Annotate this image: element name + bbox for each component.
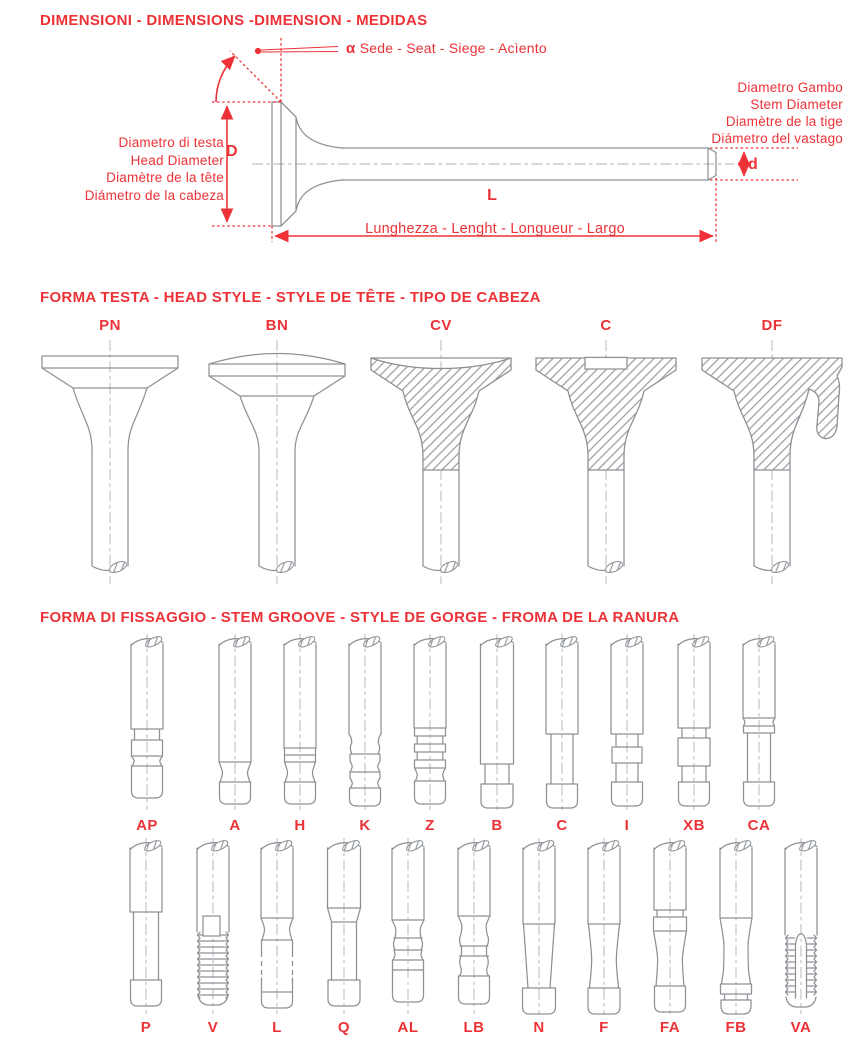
length-symbol: L: [487, 187, 497, 204]
stem-groove-label-p: P: [140, 1019, 152, 1036]
stem-groove-label-ca: CA: [747, 817, 771, 834]
stem-groove-drawing-k: [335, 634, 395, 812]
length-label: Lunghezza - Lenght - Longueur - Largo: [365, 221, 625, 237]
head-diameter-symbol: D: [226, 143, 238, 160]
head-style-label-pn: PN: [99, 317, 121, 334]
stem-groove-label-c: C: [556, 817, 568, 834]
stem-diameter-line: Diametro Gambo: [737, 80, 843, 95]
stem-diameter-line: Diámetro del vastago: [711, 131, 843, 146]
stem-diameter-labels: [593, 79, 843, 147]
stem-groove-label-z: Z: [425, 817, 435, 834]
head-diameter-line: Head Diameter: [130, 152, 224, 168]
stem-groove-drawing-b: [467, 634, 527, 812]
seat-angle-arc: [216, 56, 235, 102]
alpha-symbol: α: [346, 40, 356, 57]
head-style-drawing-pn: [30, 338, 190, 588]
head-style-drawing-df: [692, 338, 852, 588]
stem-groove-label-ap: AP: [136, 817, 158, 834]
stem-groove-drawing-z: [400, 634, 460, 812]
stem-groove-drawing-va: [771, 838, 831, 1016]
head-style-label-cv: CV: [430, 317, 452, 334]
stem-groove-label-k: K: [359, 817, 371, 834]
stem-groove-drawing-n: [509, 838, 569, 1016]
stem-groove-drawing-fb: [706, 838, 766, 1016]
head-style-label-df: DF: [761, 317, 783, 334]
seat-angle-dot: [255, 48, 261, 54]
stem-groove-label-lb: LB: [463, 1019, 485, 1036]
stem-groove-drawing-i: [597, 634, 657, 812]
stem-groove-label-fa: FA: [659, 1019, 681, 1036]
stem-groove-drawing-fa: [640, 838, 700, 1016]
stem-groove-section-title: FORMA DI FISSAGGIO - STEM GROOVE - STYLE DE GORGE - FROMA DE LA RANURA: [40, 609, 680, 626]
stem-groove-label-va: VA: [790, 1019, 812, 1036]
stem-diameter-line: Diamètre de la tige: [725, 114, 843, 129]
head-style-label-c: C: [600, 317, 612, 334]
stem-groove-label-l: L: [272, 1019, 282, 1036]
stem-groove-drawing-h: [270, 634, 330, 812]
stem-groove-drawing-f: [574, 838, 634, 1016]
stem-groove-drawing-ap: [117, 634, 177, 812]
head-diameter-line: Diametro di testa: [118, 135, 224, 150]
stem-diameter-symbol: d: [748, 156, 758, 173]
dimensions-section-title: DIMENSIONI - DIMENSIONS -DIMENSION - MEDIDAS: [40, 12, 428, 29]
stem-groove-label-i: I: [624, 817, 630, 834]
stem-groove-drawing-xb: [664, 634, 724, 812]
stem-groove-drawing-l: [247, 838, 307, 1016]
head-diameter-line: Diámetro de la cabeza: [84, 187, 224, 203]
stem-groove-drawing-v: [183, 838, 243, 1016]
head-style-label-bn: BN: [265, 317, 289, 334]
seat-annotation: [346, 40, 547, 58]
stem-groove-drawing-q: [314, 838, 374, 1016]
head-keeper-notch: [585, 357, 627, 369]
stem-groove-drawing-a: [205, 634, 265, 812]
stem-groove-label-xb: XB: [683, 817, 705, 834]
seat-leader-line: [261, 47, 338, 53]
stem-groove-label-a: A: [229, 817, 241, 834]
stem-groove-drawing-lb: [444, 838, 504, 1016]
stem-diameter-line: Stem Diameter: [750, 97, 843, 112]
stem-groove-label-q: Q: [337, 1019, 351, 1036]
head-style-drawing-cv: [361, 338, 521, 588]
stem-groove-drawing-ca: [729, 634, 789, 812]
stem-groove-label-fb: FB: [725, 1019, 747, 1036]
stem-groove-label-f: F: [599, 1019, 609, 1036]
head-diameter-labels: [14, 134, 224, 204]
head-diameter-line: Diamètre de la tête: [106, 170, 224, 185]
stem-groove-label-v: V: [207, 1019, 219, 1036]
head-style-drawing-c: [526, 338, 686, 588]
stem-groove-label-n: N: [533, 1019, 545, 1036]
head-style-drawing-bn: [197, 338, 357, 588]
stem-groove-drawing-p: [116, 838, 176, 1016]
head-style-section-title: FORMA TESTA - HEAD STYLE - STYLE DE TÊTE - TIPO DE CABEZA: [40, 289, 541, 306]
stem-groove-drawing-c: [532, 634, 592, 812]
seat-label: Sede - Seat - Siege - Acìento: [359, 40, 547, 56]
stem-groove-drawing-al: [378, 838, 438, 1016]
stem-groove-label-al: AL: [397, 1019, 419, 1036]
stem-groove-label-b: B: [491, 817, 503, 834]
stem-groove-label-h: H: [294, 817, 306, 834]
